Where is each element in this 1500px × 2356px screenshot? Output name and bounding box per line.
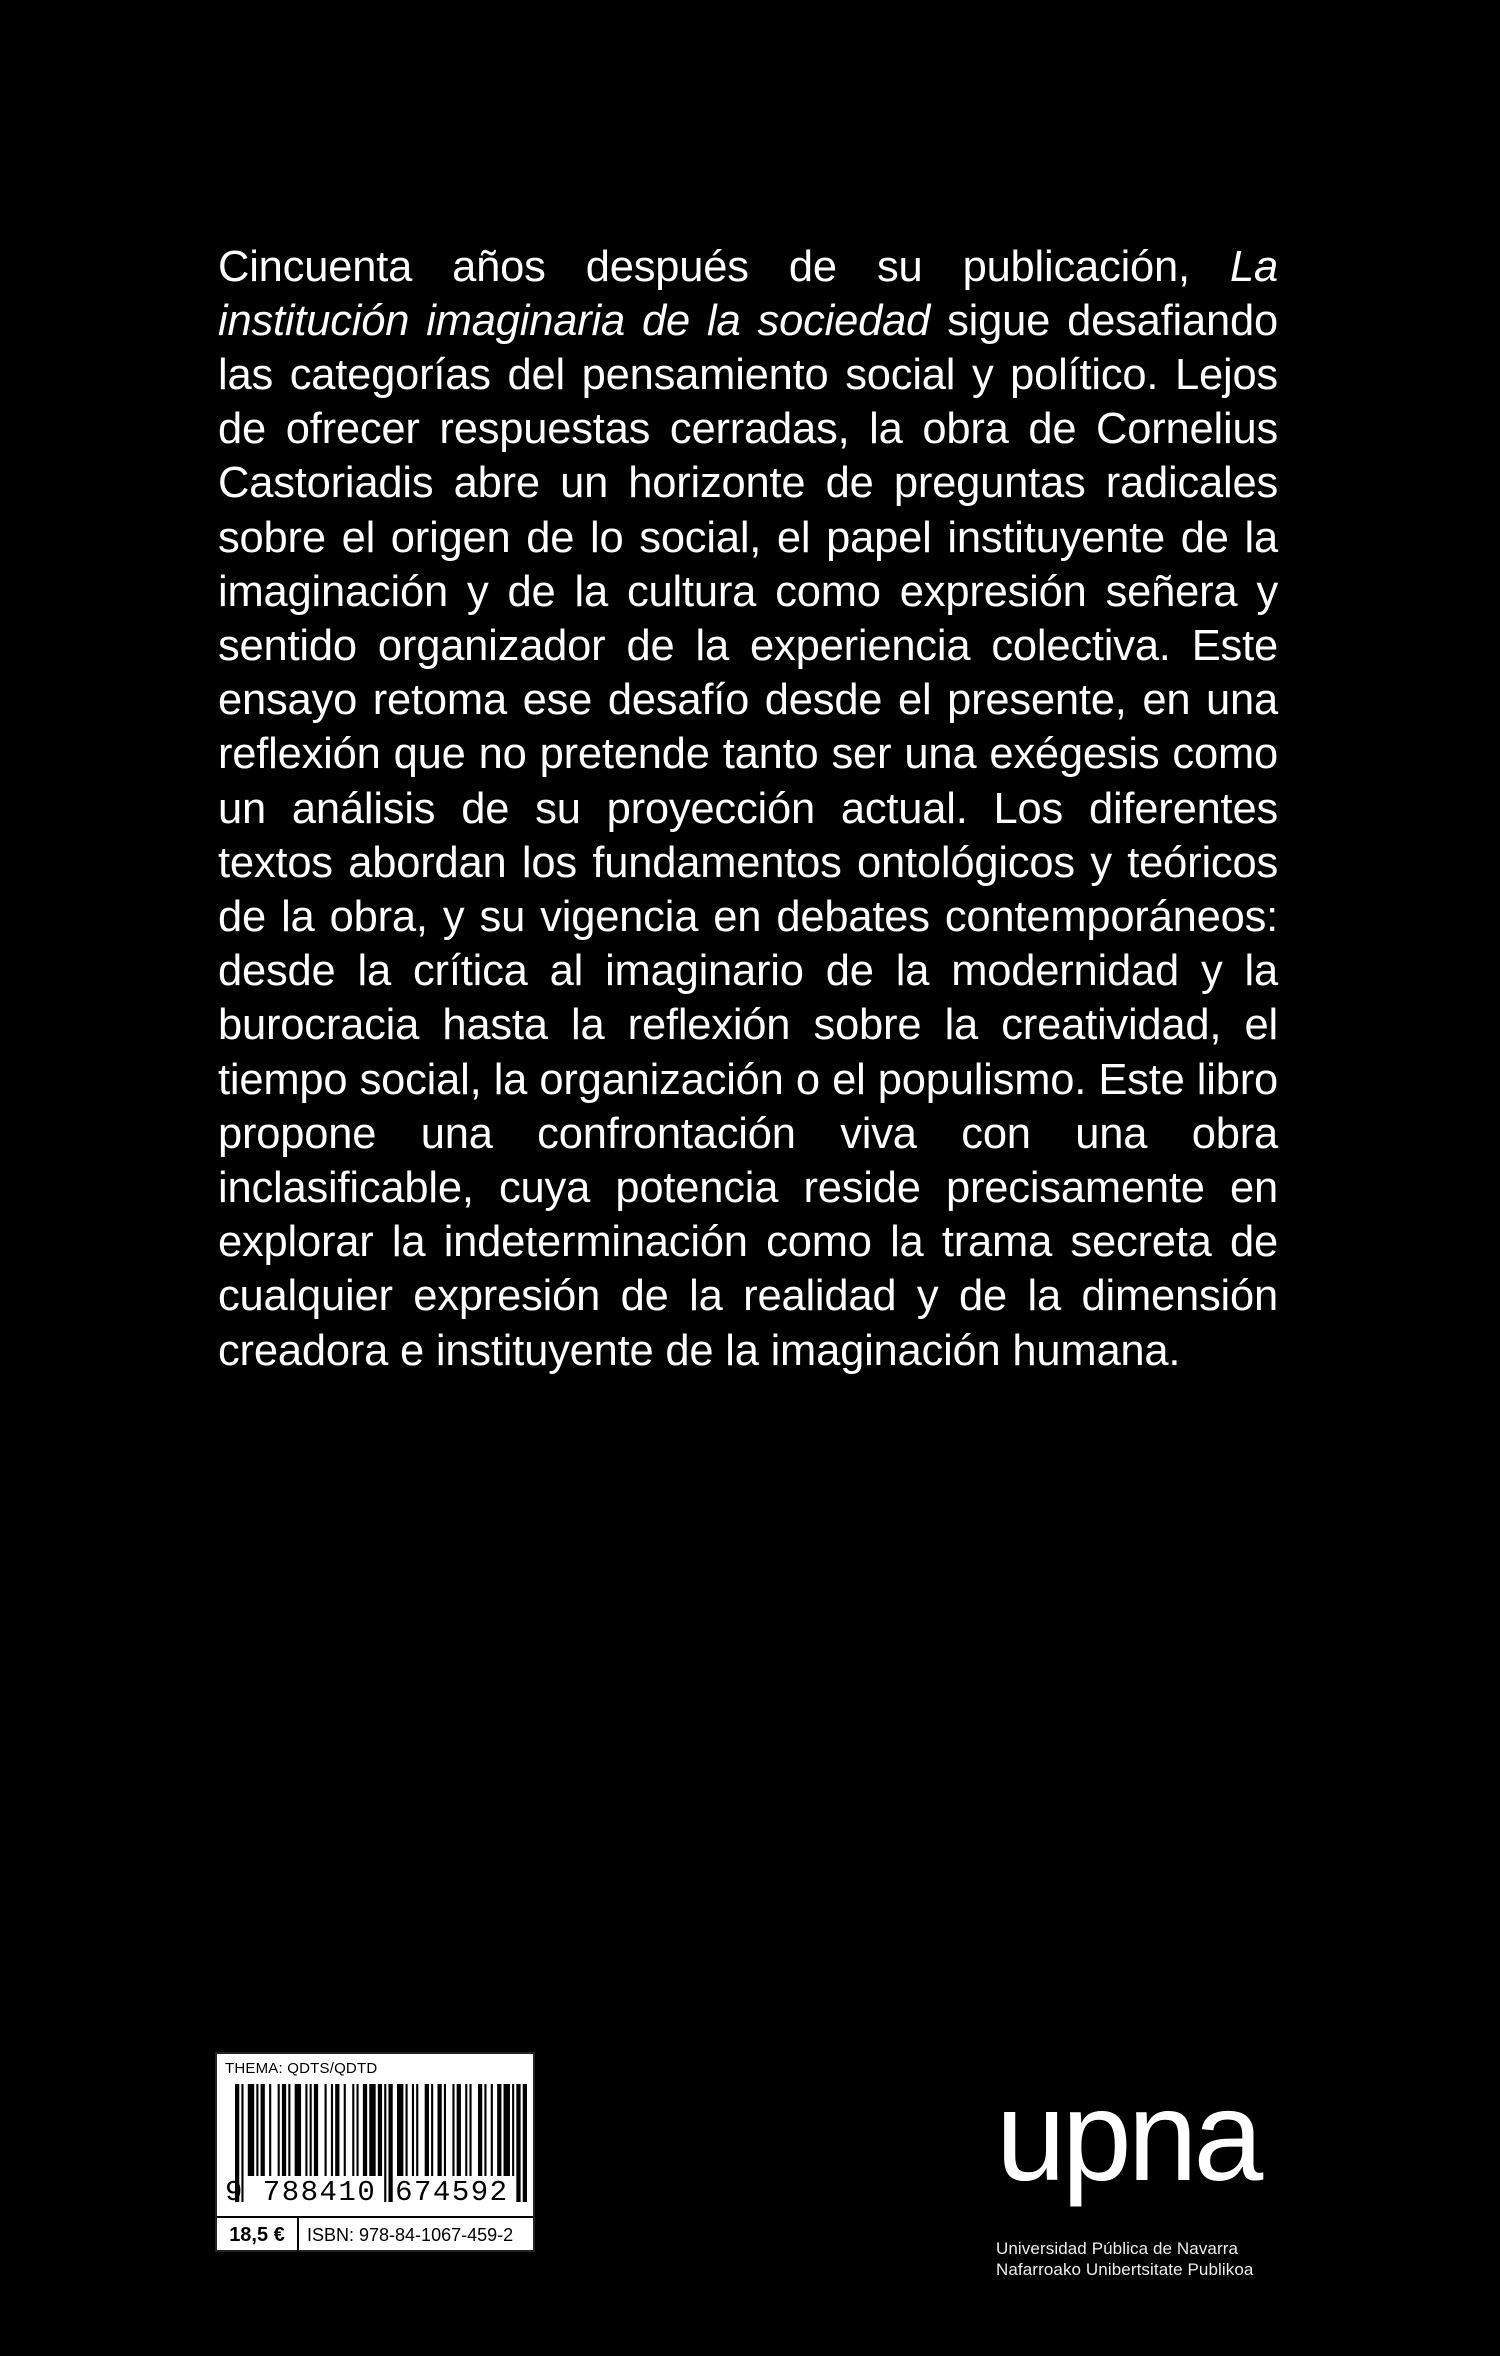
barcode-bar bbox=[431, 2084, 433, 2176]
barcode-bar bbox=[444, 2084, 446, 2176]
barcode-bar bbox=[261, 2084, 265, 2176]
barcode-bar bbox=[295, 2084, 301, 2176]
barcode-bar bbox=[310, 2084, 312, 2176]
barcode-bar bbox=[484, 2084, 486, 2176]
book-title-italic: La institución imaginaria de la sociedad bbox=[218, 242, 1278, 345]
barcode-bar bbox=[469, 2084, 471, 2176]
barcode-bar bbox=[416, 2084, 418, 2176]
barcode-bar bbox=[282, 2084, 286, 2176]
barcode-bar bbox=[512, 2084, 514, 2176]
barcode-bar bbox=[497, 2084, 501, 2176]
barcode-bar bbox=[356, 2084, 358, 2176]
barcode-bar bbox=[437, 2084, 441, 2176]
barcode-bar bbox=[369, 2084, 375, 2176]
blurb-paragraph bbox=[218, 240, 1278, 1378]
price-isbn-row bbox=[217, 2216, 533, 2252]
barcode-bar bbox=[363, 2084, 367, 2176]
barcode-bar bbox=[457, 2084, 461, 2176]
blurb-intro: Cincuenta años después de su publicación, bbox=[218, 242, 1230, 291]
barcode-bar bbox=[269, 2084, 271, 2176]
barcode-bar bbox=[331, 2084, 333, 2176]
barcode-bar bbox=[314, 2084, 318, 2176]
barcode-bar bbox=[516, 2084, 520, 2202]
barcode-bar bbox=[406, 2084, 408, 2176]
publisher-logo bbox=[996, 2065, 1265, 2280]
barcode-bar bbox=[504, 2084, 510, 2176]
publisher-name-es: Universidad Pública de Navarra bbox=[996, 2239, 1239, 2258]
blurb-body: sigue desafiando las categorías del pensamiento social y político. Lejos de ofrecer respuestas cerradas, la obra de Cornelius Castoriadis abre un horizonte de preguntas radicales sobre el origen de lo social, el papel instituyente de la imaginación y de la cultura como expresión señera y sentido organizador de la experiencia colectiva. Este ensayo retoma ese desafío desde el presente, en una reflexión que no pretende tanto ser una exégesis como un análisis de su proyección actual. Los diferentes textos abordan los fundamentos ontológicos y teóricos de la obra, y su vigencia en debates contemporáneos: desde la crítica al imaginario de la modernidad y la burocracia hasta la reflexión sobre la creatividad, el tiempo social, la organización o el populismo. Este libro propone una confrontación viva con una obra inclasificable, cuya potencia reside precisamente en explorar la indeterminación como la trama secreta de cualquier expresión de la realidad y de la dimensión creadora e instituyente de la imaginación humana. bbox=[218, 296, 1278, 1375]
barcode-bar bbox=[248, 2084, 254, 2176]
barcode-bar bbox=[352, 2084, 354, 2176]
barcode-bar bbox=[465, 2084, 467, 2176]
barcode-bar bbox=[397, 2084, 403, 2176]
isbn: ISBN: 978-84-1067-459-2 bbox=[307, 2224, 514, 2245]
barcode-bar bbox=[378, 2084, 382, 2176]
barcode-bar bbox=[288, 2084, 290, 2176]
barcode-bar bbox=[335, 2084, 339, 2176]
barcode-bar bbox=[523, 2084, 527, 2202]
barcode-bar bbox=[425, 2084, 429, 2176]
publisher-name-eu: Nafarroako Unibertsitate Publikoa bbox=[996, 2260, 1254, 2279]
barcode-bar bbox=[325, 2084, 327, 2176]
barcode-label bbox=[215, 2052, 535, 2252]
barcode-bar bbox=[452, 2084, 454, 2176]
price: 18,5 € bbox=[217, 2218, 299, 2252]
thema-code: THEMA: QDTS/QDTD bbox=[225, 2060, 378, 2077]
barcode-bar bbox=[256, 2084, 258, 2176]
barcode-bar bbox=[478, 2084, 482, 2176]
upna-logo-text: upna bbox=[996, 2065, 1260, 2208]
barcode-bar bbox=[344, 2084, 346, 2176]
barcode-bar bbox=[305, 2084, 307, 2176]
barcode-bar bbox=[491, 2084, 493, 2176]
barcode-bar bbox=[278, 2084, 280, 2176]
barcode-bar bbox=[412, 2084, 414, 2176]
barcode-digits: 9 788410 674592 bbox=[225, 2176, 509, 2209]
